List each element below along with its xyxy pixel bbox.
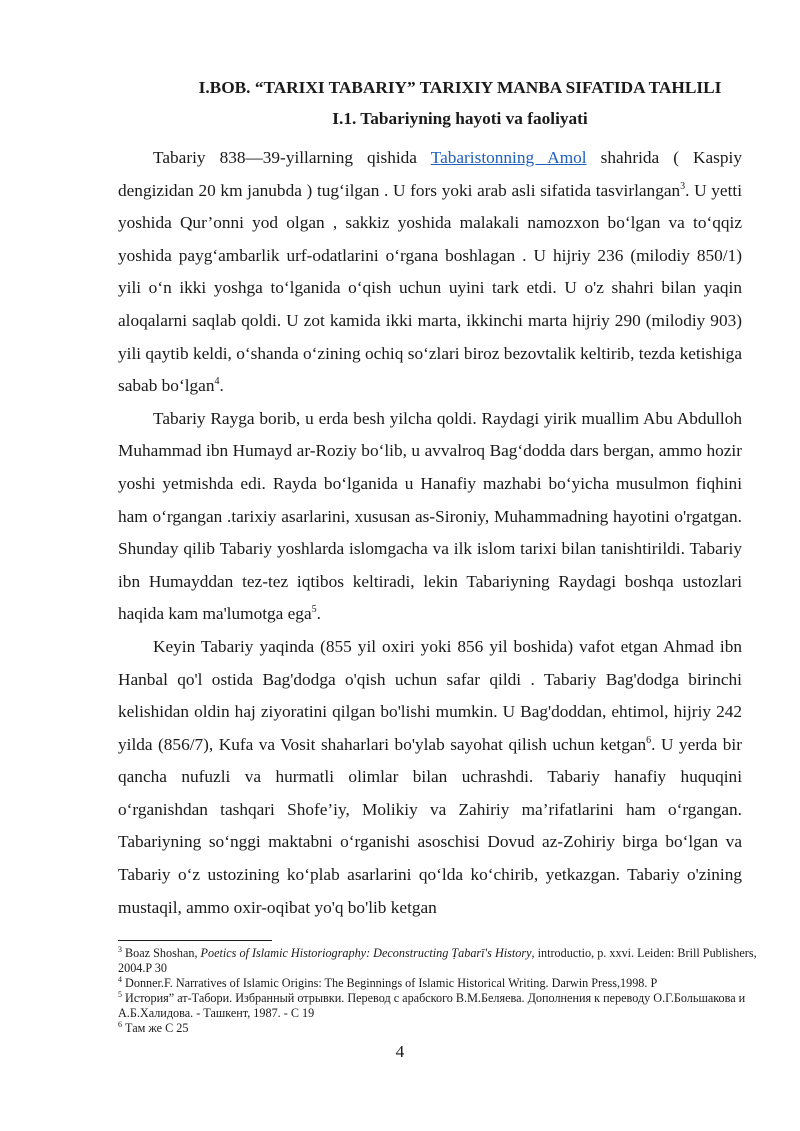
footnote-4 [118,976,758,991]
paragraph-2 [118,403,742,631]
footnote-book-title: Poetics of Islamic Historiography: Deconstructing Ṭabarī's History [200,946,532,960]
footnote-author: Boaz Shoshan, [125,946,201,960]
footnote-number: 4 [118,974,122,984]
footnote-ref-6[interactable]: 6 [646,734,652,746]
paragraph-2-end: . [316,604,321,624]
footnote-text: История” ат-Табори. Избранный отрывки. Перевод с арабского В.М.Беляева. Дополнения к переводу О.Г.Большакова и А.Б.Халидова. - Ташкент, 1987. - С 19 [118,991,746,1020]
footnote-3 [118,946,758,976]
paragraph-2-text: Tabariy Rayga borib, u erda besh yilcha qoldi. Raydagi yirik muallim Abu Abdulloh Muhammad ibn Humayd ar-Roziy bo‘lib, u avvalroq Bag‘dodda dars bergan, ammo hozir yoshi yetmishda edi. Rayda bo‘lganida u Hanafiy mazhabi bo‘yicha musulmon fiqhini ham o‘rgangan .tarixiy asarlarini, xususan as-Sironiy, Muhammadning hayotini o'rgatgan. Shunday qilib Tabariy yoshlarda islomgacha va ilk islom tarixi bilan tanishtirildi. Tabariy ibn Humayddan tez-tez iqtibos keltiradi, lekin Tabariyning Raydagi boshqa ustozlari haqida kam ma'lumotga ega [118,408,742,624]
tabaristan-amol-link[interactable]: Tabaristonning Amol [430,148,587,167]
chapter-title: I.BOB. “TARIXI TABARIY” TARIXIY MANBA SIFATIDA TAHLILI [198,78,722,97]
footnote-number: 3 [118,944,122,954]
paragraph-1-end: . [219,376,224,396]
footnote-ref-5[interactable]: 5 [311,604,317,616]
footnote-number: 6 [118,1019,122,1029]
body-text [118,142,742,924]
paragraph-1-start: Tabariy 838—39-yillarning qishida [153,148,431,167]
footnote-separator [118,940,272,941]
paragraph-1-rest: . U yetti yoshida Qur’onni yod olgan , sakkiz yoshida malakali namozxon bo‘lgan va to‘qqiz yoshida payg‘ambarlik urf-odatlarini o‘rgana boshlagan . U hijriy 236 (milodiy 850/1) yili o‘n ikki yoshga to‘lganida o‘qish uchun uyini tark etdi. U o'z shahri bilan yaqin aloqalarni saqlab qoldi. U zot kamida ikki marta, ikkinchi marta hijriy 290 (milodiy 903) yili qaytib keldi, o‘shanda o‘zining ochiq so‘zlari biroz bezovtalik keltirib, tezda ketishiga sabab bo‘lgan [118,180,743,396]
footnote-ref-3[interactable]: 3 [680,180,686,192]
footnote-text: Donner.F. Narratives of Islamic Origins: The Beginnings of Islamic Historical Writing. Darwin Press,1998. P [125,976,658,990]
footnote-text: Там же С 25 [125,1021,189,1035]
paragraph-3 [118,631,742,924]
section-title: I.1. Tabariyning hayoti va faoliyati [332,109,588,128]
paragraph-3-rest: . U yerda bir qancha nufuzli va hurmatli olimlar bilan uchrashdi. Tabariy hanafiy huquqini o‘rganishdan tashqari Shofe’iy, Molikiy va Zahiriy ma’rifatlarini ham o‘rgangan. Tabariyning so‘nggi maktabni o‘rganishi asoschisi Dovud az-Zohiriy birga bo‘lgan va Tabariy o‘z ustozining ko‘plab asarlarini qo‘lda ko‘chirib, yetkazgan. Tabariy o'zining mustaqil, ammo oxir-oqibat yo'q bo'lib ketgan [118,734,742,917]
footnote-number: 5 [118,989,122,999]
paragraph-3-start: Keyin Tabariy yaqinda (855 yil oxiri yoki 856 yil boshida) vafot etgan Ahmad ibn Hanbal qo'l ostida Bag'dodga o'qish uchun safar qildi . Tabariy Bag'dodga birinchi kelishidan oldin haj ziyoratini qilgan bo'lishi mumkin. U Bag'doddan, ehtimol, hijriy 242 yilda (856/7), Kufa va Vosit shaharlari bo'ylab sayohat qilish uchun ketgan [118,636,742,754]
footnote-ref-4[interactable]: 4 [214,376,220,388]
footnote-5 [118,991,758,1021]
footnotes [118,946,758,1036]
paragraph-1-mid: shahrida ( Kaspiy dengizidan 20 km janubda ) tug‘ilgan . U fors yoki arab asli sifatida tasvirlangan [118,148,742,200]
page-number: 4 [395,1042,405,1061]
footnote-details: , introductio, p. xxvi. Leiden: Brill Publishers, 2004.P 30 [118,946,757,975]
paragraph-1 [118,142,742,403]
footnote-6 [118,1021,758,1036]
